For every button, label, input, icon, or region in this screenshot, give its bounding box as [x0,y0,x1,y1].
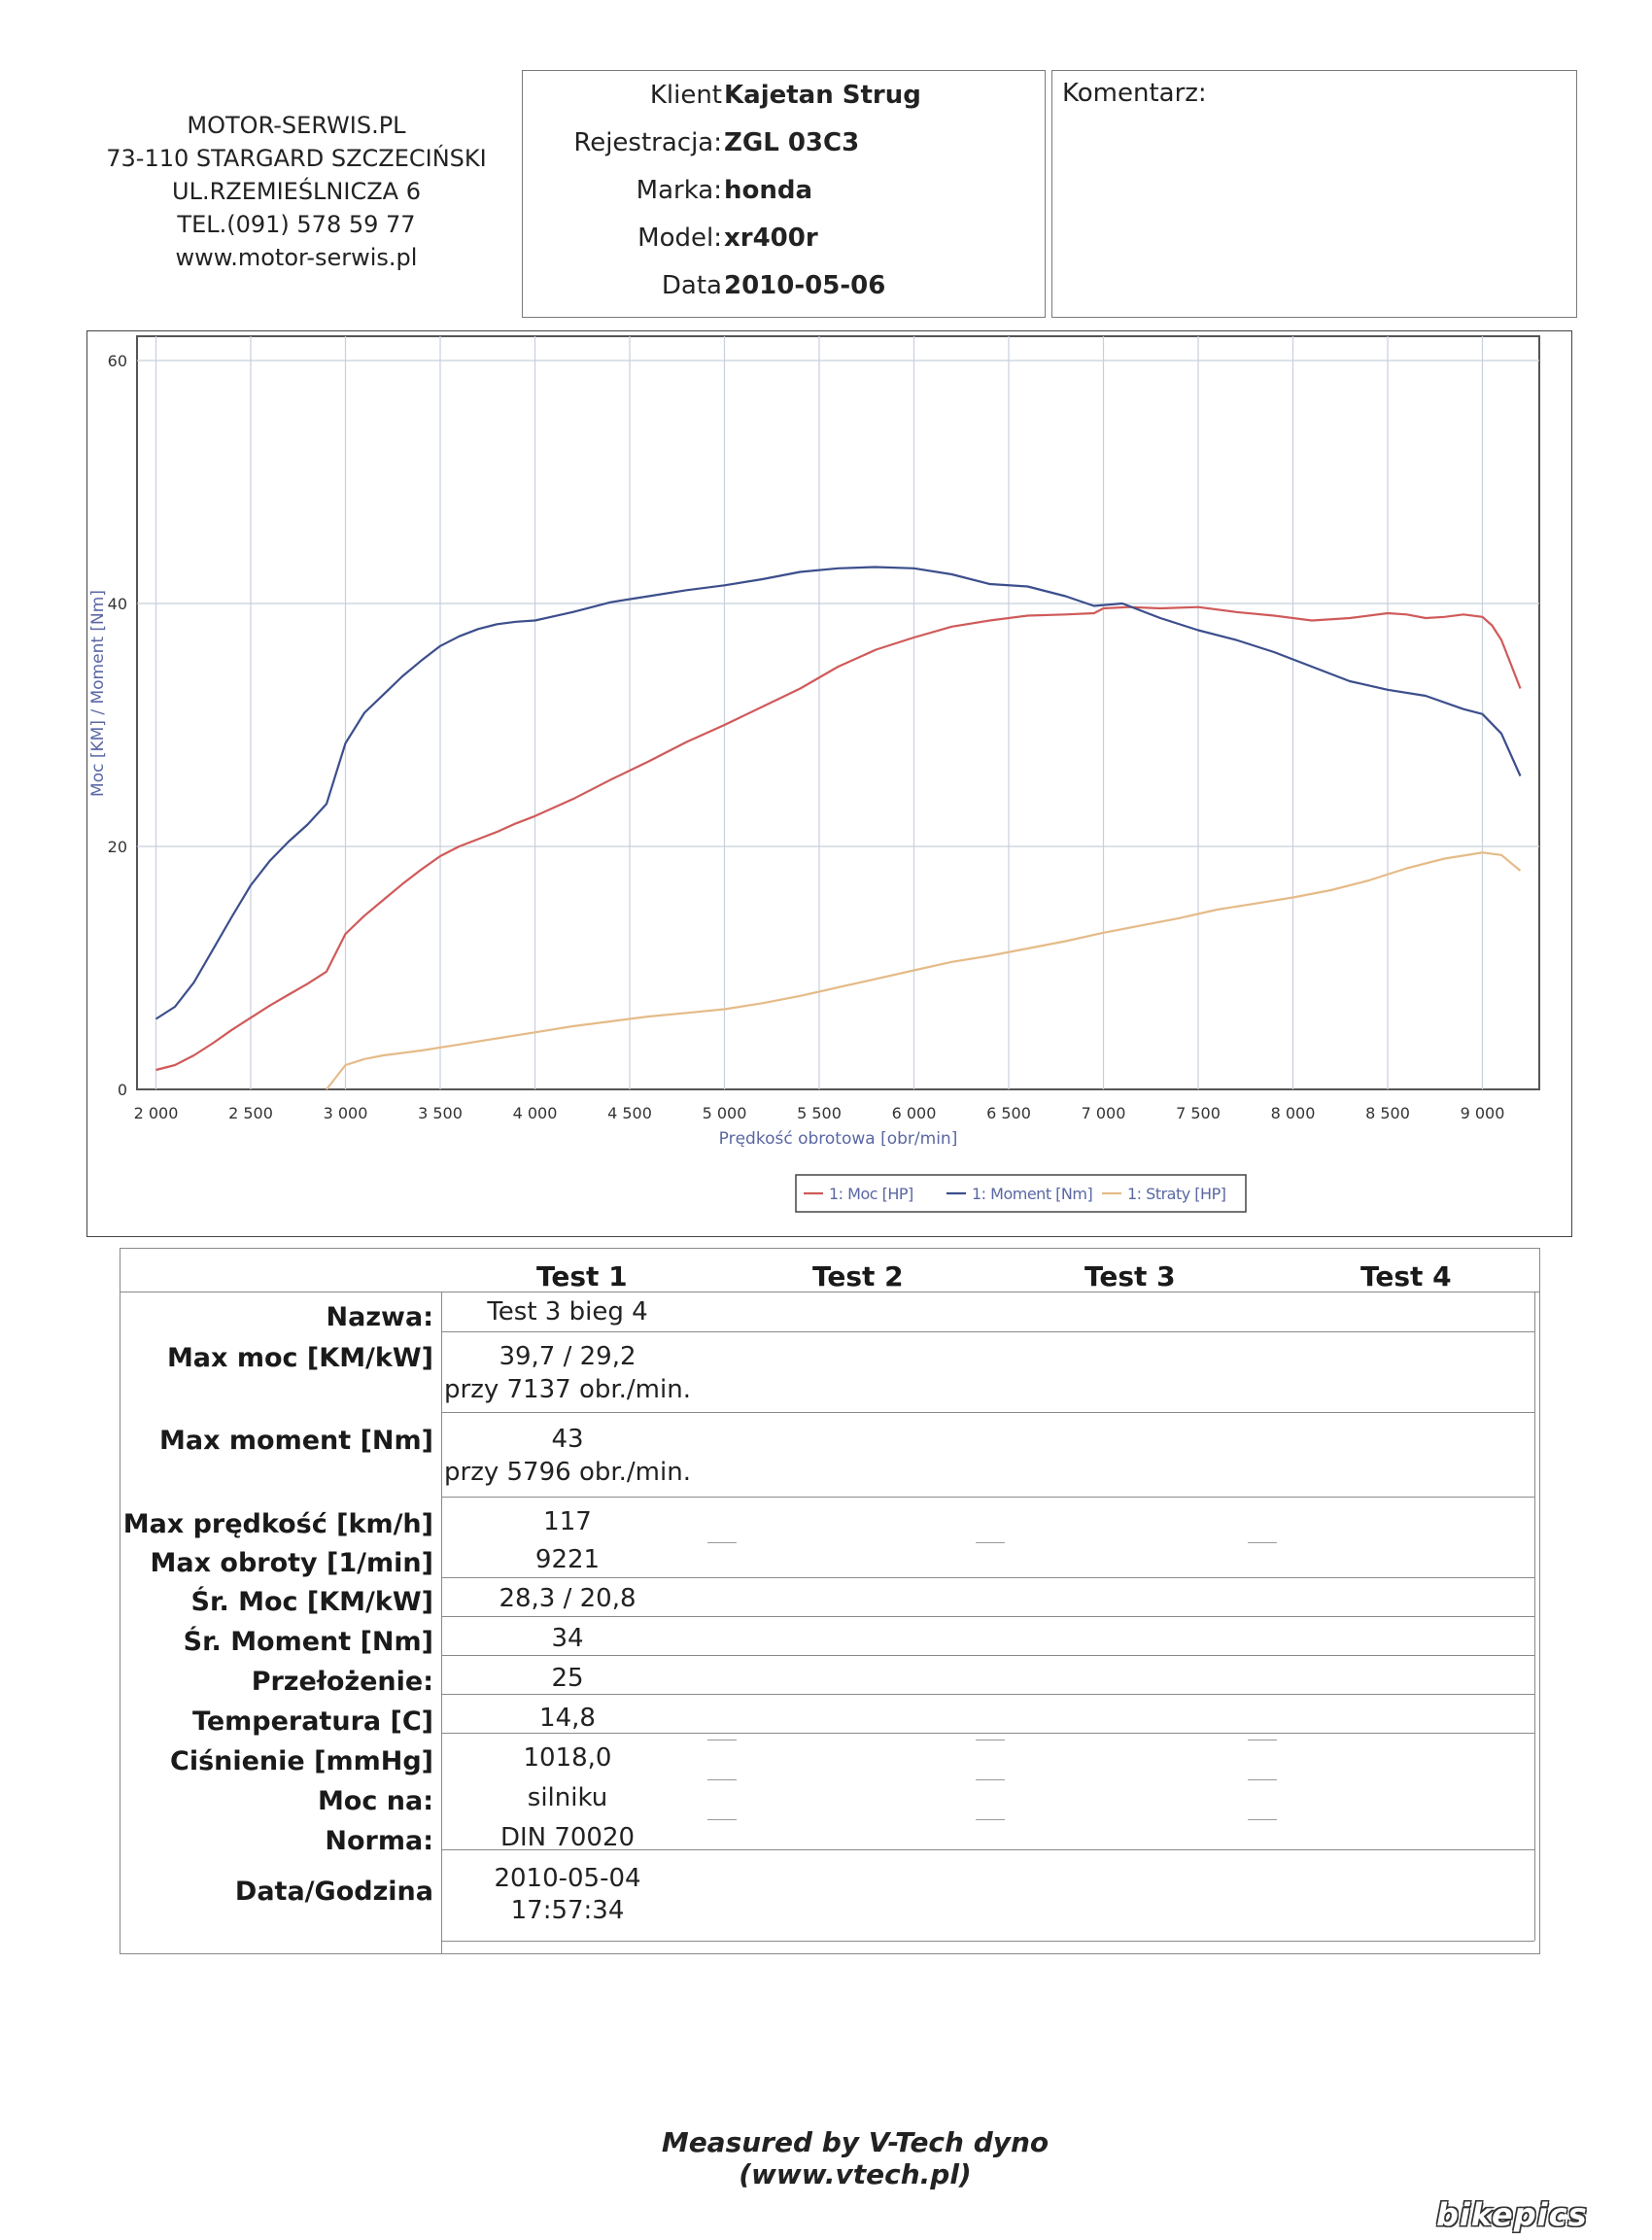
x-tick-label: 8 500 [1365,1104,1410,1122]
empty-dash [976,1542,1005,1543]
model-label: Model: [637,224,722,253]
value-temperatura: 14,8 [539,1704,596,1733]
x-axis-title: Prędkość obrotowa [obr/min] [718,1129,958,1149]
label-data-godzina: Data/Godzina [234,1877,433,1907]
label-temperatura: Temperatura [C] [191,1706,433,1737]
company-address [87,109,505,274]
registration-label: Rejestracja: [573,128,722,157]
value-cisnienie: 1018,0 [523,1743,612,1773]
client-value: Kajetan Strug [724,81,921,110]
row-divider [441,1331,1534,1332]
label-moc-na: Moc na: [317,1786,433,1816]
value-norma: DIN 70020 [499,1823,636,1852]
empty-dash [1248,1819,1277,1820]
value-sr-moc: 28,3 / 20,8 [499,1584,637,1613]
make-row [523,176,1047,215]
x-tick-label: 3 000 [323,1104,368,1122]
x-tick-label: 9 000 [1460,1104,1505,1122]
x-tick-label: 5 000 [702,1104,747,1122]
header-test-1: Test 1 [536,1260,628,1292]
empty-dash [707,1542,737,1543]
bikepics-logo: bikepics [1436,2196,1588,2233]
company-street: UL.RZEMIEŚLNICZA 6 [172,178,421,205]
x-tick-label: 8 000 [1270,1104,1316,1122]
x-tick-label: 4 000 [512,1104,558,1122]
x-tick-label: 6 000 [891,1104,937,1122]
footer-note: Measured by V-Tech dyno (www.vtech.pl) [661,2126,1050,2190]
dyno-chart [86,330,1572,1237]
y-axis-title: Moc [KM] / Moment [Nm] [88,590,108,797]
row-divider [441,1577,1534,1578]
right-divider [1534,1292,1535,1941]
value-max-predkosc: 117 [543,1507,592,1536]
label-max-moc: Max moc [KM/kW] [166,1343,433,1373]
label-nazwa: Nazwa: [326,1302,433,1332]
legend-label: 1: Moc [HP] [829,1185,913,1203]
x-tick-label: 2 500 [228,1104,273,1122]
label-sr-moc: Śr. Moc [KM/kW] [190,1587,433,1617]
date-label: Data [661,271,722,300]
client-row [523,81,1047,120]
header-test-2: Test 2 [812,1260,904,1292]
y-tick-label: 60 [107,352,127,370]
model-value: xr400r [724,224,818,253]
value-max-moment-rpm: przy 5796 obr./min. [444,1458,691,1487]
y-tick-label: 0 [117,1081,127,1099]
x-tick-label: 5 500 [797,1104,842,1122]
empty-dash [1248,1542,1277,1543]
empty-dash [976,1819,1005,1820]
y-tick-label: 20 [107,838,127,856]
row-divider [441,1497,1534,1498]
date-row [523,271,1047,310]
make-label: Marka: [636,176,722,205]
empty-dash [707,1779,737,1780]
value-przelozenie: 25 [551,1664,584,1693]
company-name: MOTOR-SERWIS.PL [187,112,406,139]
registration-row [523,128,1047,167]
value-moc-na: silniku [527,1783,608,1812]
value-max-moc-rpm: przy 7137 obr./min. [444,1375,691,1404]
x-tick-label: 7 000 [1081,1104,1126,1122]
plot-area [137,336,1539,1089]
comment-box [1051,70,1577,318]
label-norma: Norma: [325,1826,433,1856]
empty-dash [707,1819,737,1820]
row-divider [441,1412,1534,1413]
results-table [120,1248,1540,1954]
value-max-moment: 43 [551,1425,584,1454]
x-tick-label: 4 500 [607,1104,652,1122]
header-test-4: Test 4 [1360,1260,1452,1292]
comment-label: Komentarz: [1062,79,1207,108]
label-max-obroty: Max obroty [1/min] [150,1548,433,1578]
client-label: Klient [649,81,722,110]
label-sr-moment: Śr. Moment [Nm] [183,1627,433,1657]
label-max-predkosc: Max prędkość [km/h] [122,1509,433,1539]
value-nazwa: Test 3 bieg 4 [487,1297,648,1327]
label-przelozenie: Przełożenie: [251,1667,433,1697]
date-value: 2010-05-06 [724,271,886,300]
label-cisnienie: Ciśnienie [mmHg] [170,1746,433,1776]
dyno-chart-svg [87,331,1571,1236]
value-sr-moment: 34 [551,1624,584,1653]
x-tick-label: 7 500 [1176,1104,1221,1122]
company-phone: TEL.(091) 578 59 77 [177,211,416,238]
registration-value: ZGL 03C3 [724,128,860,157]
value-max-obroty: 9221 [534,1545,601,1574]
value-godzina: 17:57:34 [510,1896,625,1925]
y-tick-label: 40 [107,595,127,613]
x-tick-label: 2 000 [133,1104,179,1122]
model-row [523,224,1047,262]
label-max-moment: Max moment [Nm] [159,1426,433,1456]
header-test-3: Test 3 [1084,1260,1176,1292]
row-divider [441,1941,1534,1942]
value-max-moc: 39,7 / 29,2 [499,1342,637,1371]
empty-dash [1248,1779,1277,1780]
legend-label: 1: Moment [Nm] [972,1185,1093,1203]
company-city: 73-110 STARGARD SZCZECIŃSKI [106,145,487,172]
client-info-box [522,70,1046,318]
company-website: www.motor-serwis.pl [175,244,418,271]
legend-label: 1: Straty [HP] [1127,1185,1226,1203]
x-tick-label: 6 500 [986,1104,1031,1122]
value-data: 2010-05-04 [494,1864,641,1893]
make-value: honda [724,176,813,205]
empty-dash [976,1779,1005,1780]
x-tick-label: 3 500 [418,1104,463,1122]
row-divider [441,1616,1534,1617]
